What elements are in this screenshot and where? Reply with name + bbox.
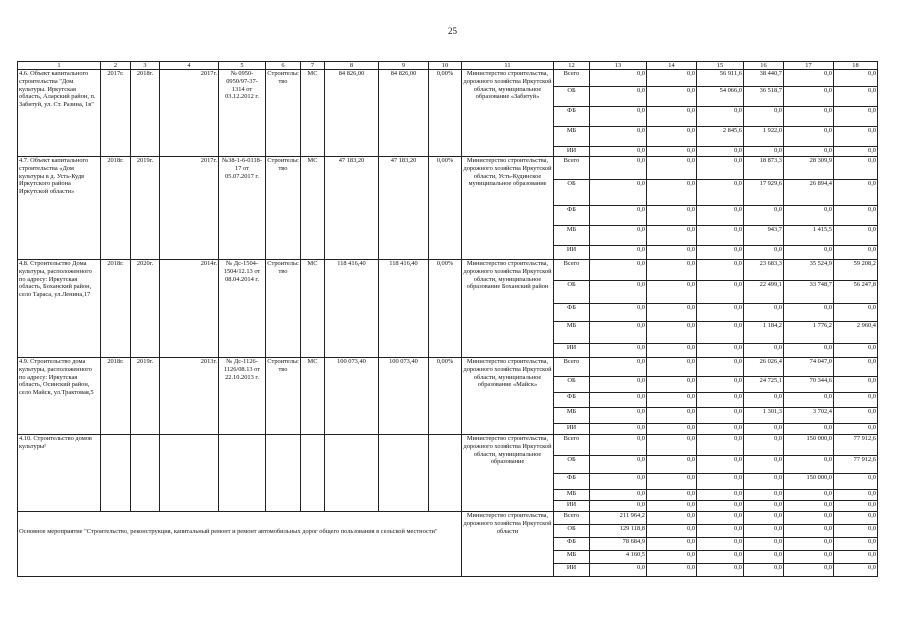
object-cost: 47 183,20 bbox=[325, 157, 379, 260]
object-end bbox=[131, 435, 160, 512]
funding-value: 54 066,0 bbox=[697, 87, 744, 107]
funding-value: 0,0 bbox=[590, 281, 647, 304]
funding-value: 74 047,0 bbox=[784, 358, 834, 377]
funding-source: ФБ bbox=[554, 107, 590, 127]
funding-value: 1 415,5 bbox=[784, 226, 834, 246]
object-doc: №38-1-6-0118-17 от 05.07.2017 г. bbox=[219, 157, 266, 260]
funding-value: 0,0 bbox=[784, 393, 834, 408]
funding-value: 1 776,2 bbox=[784, 322, 834, 344]
object-doc: № Дс-1504-1504/12.13 от 08.04.2014 г. bbox=[219, 260, 266, 358]
funding-source: ОБ bbox=[554, 87, 590, 107]
funding-value: 3 702,4 bbox=[784, 408, 834, 424]
funding-value: 0,0 bbox=[697, 180, 744, 206]
funding-value: 211 964,2 bbox=[590, 512, 647, 525]
responsible-organization: Министерство строительства, дорожного хозяйства Иркутской области, Усть-Кудинское муниципальное образование bbox=[462, 157, 554, 260]
funding-source: Всего bbox=[554, 157, 590, 180]
funding-value: 0,0 bbox=[647, 246, 697, 260]
column-number: 8 bbox=[325, 62, 379, 70]
program-table bbox=[17, 61, 878, 577]
funding-value: 0,0 bbox=[697, 564, 744, 577]
funding-value: 0,0 bbox=[697, 551, 744, 564]
funding-value: 0,0 bbox=[697, 246, 744, 260]
column-number: 3 bbox=[131, 62, 160, 70]
object-name: 4.9. Строительство дома культуры, расположенного по адресу: Иркутская область, Осинский район, село Майск, ул.Трактовая,5 bbox=[18, 358, 101, 435]
funding-value: 0,0 bbox=[697, 408, 744, 424]
funding-value: 0,0 bbox=[834, 70, 878, 87]
funding-value: 0,0 bbox=[590, 501, 647, 512]
object-design bbox=[160, 435, 219, 512]
funding-value: 17 929,6 bbox=[744, 180, 784, 206]
funding-value: 0,0 bbox=[647, 206, 697, 226]
funding-value: 0,0 bbox=[744, 147, 784, 157]
funding-value: 0,0 bbox=[590, 70, 647, 87]
funding-value: 0,0 bbox=[834, 180, 878, 206]
responsible-organization: Министерство строительства, дорожного хозяйства Иркутской области, муниципальное образование Боханский район bbox=[462, 260, 554, 358]
funding-source: ОБ bbox=[554, 456, 590, 474]
funding-value: 0,0 bbox=[647, 281, 697, 304]
funding-value: 0,0 bbox=[647, 564, 697, 577]
funding-value: 28 309,9 bbox=[784, 157, 834, 180]
funding-value: 0,0 bbox=[834, 226, 878, 246]
column-number: 17 bbox=[784, 62, 834, 70]
funding-value: 0,0 bbox=[834, 424, 878, 435]
funding-value: 0,0 bbox=[647, 127, 697, 147]
table-row bbox=[18, 358, 878, 377]
funding-value: 0,0 bbox=[784, 501, 834, 512]
funding-value: 0,0 bbox=[744, 564, 784, 577]
funding-value: 0,0 bbox=[647, 408, 697, 424]
funding-value: 0,0 bbox=[647, 358, 697, 377]
funding-value: 56 247,8 bbox=[834, 281, 878, 304]
funding-value: 0,0 bbox=[834, 512, 878, 525]
object-end: 2019г. bbox=[131, 358, 160, 435]
funding-value: 0,0 bbox=[697, 525, 744, 538]
funding-source: ФБ bbox=[554, 304, 590, 322]
object-design: 2017г. bbox=[160, 70, 219, 157]
funding-value: 0,0 bbox=[744, 304, 784, 322]
funding-value: 0,0 bbox=[647, 474, 697, 490]
column-number: 15 bbox=[697, 62, 744, 70]
funding-value: 0,0 bbox=[784, 551, 834, 564]
object-kind: Строительство bbox=[266, 157, 301, 260]
funding-value: 0,0 bbox=[744, 512, 784, 525]
funding-value: 0,0 bbox=[834, 246, 878, 260]
funding-value: 0,0 bbox=[590, 474, 647, 490]
funding-source: Всего bbox=[554, 358, 590, 377]
funding-value: 77 912,6 bbox=[834, 456, 878, 474]
object-cost-total: 47 183,20 bbox=[379, 157, 429, 260]
page-number: 25 bbox=[448, 26, 457, 36]
funding-value: 0,0 bbox=[697, 424, 744, 435]
funding-value: 0,0 bbox=[647, 304, 697, 322]
object-cost-total: 118 416,40 bbox=[379, 260, 429, 358]
funding-source: МБ bbox=[554, 551, 590, 564]
object-cost-total bbox=[379, 435, 429, 512]
table-row bbox=[18, 435, 878, 456]
column-number: 6 bbox=[266, 62, 301, 70]
funding-value: 0,0 bbox=[784, 456, 834, 474]
funding-value: 0,0 bbox=[697, 304, 744, 322]
object-level bbox=[301, 435, 325, 512]
column-number: 7 bbox=[301, 62, 325, 70]
object-name: 4.10. Строительство домов культуры¹ bbox=[18, 435, 101, 512]
object-cost bbox=[325, 435, 379, 512]
object-ready: 0,00% bbox=[429, 260, 462, 358]
funding-value: 0,0 bbox=[697, 456, 744, 474]
funding-value: 0,0 bbox=[697, 260, 744, 281]
funding-value: 0,0 bbox=[834, 304, 878, 322]
funding-value: 0,0 bbox=[784, 147, 834, 157]
funding-value: 943,7 bbox=[744, 226, 784, 246]
funding-value: 0,0 bbox=[697, 393, 744, 408]
funding-value: 0,0 bbox=[784, 206, 834, 226]
funding-source: ИИ bbox=[554, 246, 590, 260]
funding-value: 0,0 bbox=[647, 260, 697, 281]
column-number: 4 bbox=[160, 62, 219, 70]
object-kind: Строительство bbox=[266, 70, 301, 157]
funding-value: 0,0 bbox=[834, 87, 878, 107]
funding-value: 33 748,7 bbox=[784, 281, 834, 304]
funding-value: 0,0 bbox=[744, 424, 784, 435]
object-kind: Строительство bbox=[266, 260, 301, 358]
funding-source: МБ bbox=[554, 127, 590, 147]
funding-value: 0,0 bbox=[647, 107, 697, 127]
column-number: 18 bbox=[834, 62, 878, 70]
object-cost-total: 84 826,00 bbox=[379, 70, 429, 157]
funding-value: 0,0 bbox=[834, 107, 878, 127]
funding-source: ИИ bbox=[554, 501, 590, 512]
object-name: 4.6. Объект капитального строительства "Дом культуры. Иркутская область, Аларский район, п. Забитуй, ул. Ст. Разина, 1в" bbox=[18, 70, 101, 157]
funding-value: 0,0 bbox=[647, 424, 697, 435]
funding-value: 0,0 bbox=[647, 226, 697, 246]
funding-value: 0,0 bbox=[744, 435, 784, 456]
object-design: 2013г. bbox=[160, 358, 219, 435]
column-number: 16 bbox=[744, 62, 784, 70]
summary-activity-name: Основное мероприятие "Строительство, реконструкция, капитальный ремонт и ремонт автомобильных дорог общего пользования в сельской местности" bbox=[18, 512, 462, 577]
table-row bbox=[18, 70, 878, 87]
funding-value: 0,0 bbox=[590, 424, 647, 435]
funding-value: 0,0 bbox=[744, 393, 784, 408]
column-number: 13 bbox=[590, 62, 647, 70]
funding-value: 23 683,3 bbox=[744, 260, 784, 281]
funding-value: 0,0 bbox=[590, 456, 647, 474]
funding-value: 0,0 bbox=[590, 490, 647, 501]
funding-value: 0,0 bbox=[744, 206, 784, 226]
funding-value: 0,0 bbox=[590, 304, 647, 322]
funding-value: 0,0 bbox=[834, 525, 878, 538]
funding-value: 0,0 bbox=[834, 206, 878, 226]
funding-value: 0,0 bbox=[647, 87, 697, 107]
funding-value: 0,0 bbox=[697, 538, 744, 551]
responsible-organization: Министерство строительства, дорожного хозяйства Иркутской области, муниципальное образование «Забитуй» bbox=[462, 70, 554, 157]
funding-value: 0,0 bbox=[784, 564, 834, 577]
object-cost: 118 416,40 bbox=[325, 260, 379, 358]
funding-value: 0,0 bbox=[834, 127, 878, 147]
object-ready: 0,00% bbox=[429, 157, 462, 260]
column-number: 12 bbox=[554, 62, 590, 70]
funding-value: 0,0 bbox=[834, 358, 878, 377]
object-end: 2018г. bbox=[131, 70, 160, 157]
funding-value: 4 160,5 bbox=[590, 551, 647, 564]
funding-value: 0,0 bbox=[697, 147, 744, 157]
funding-value: 0,0 bbox=[834, 393, 878, 408]
funding-source: Всего bbox=[554, 70, 590, 87]
funding-source: ИИ bbox=[554, 424, 590, 435]
funding-value: 0,0 bbox=[834, 377, 878, 393]
funding-value: 0,0 bbox=[647, 157, 697, 180]
object-doc: № 0950-0950/97-37-1314 от 03.12.2012 г. bbox=[219, 70, 266, 157]
funding-value: 0,0 bbox=[590, 408, 647, 424]
funding-value: 0,0 bbox=[590, 358, 647, 377]
funding-source: ИИ bbox=[554, 564, 590, 577]
funding-value: 0,0 bbox=[647, 435, 697, 456]
funding-value: 0,0 bbox=[590, 107, 647, 127]
funding-value: 0,0 bbox=[590, 87, 647, 107]
table-row bbox=[18, 157, 878, 180]
object-doc bbox=[219, 435, 266, 512]
funding-value: 0,0 bbox=[697, 474, 744, 490]
funding-value: 0,0 bbox=[744, 246, 784, 260]
funding-value: 0,0 bbox=[647, 501, 697, 512]
table-body bbox=[18, 62, 878, 577]
funding-value: 0,0 bbox=[590, 260, 647, 281]
object-kind: Строительство bbox=[266, 358, 301, 435]
funding-value: 0,0 bbox=[784, 127, 834, 147]
funding-value: 0,0 bbox=[834, 474, 878, 490]
funding-value: 0,0 bbox=[647, 70, 697, 87]
funding-value: 0,0 bbox=[590, 206, 647, 226]
object-level: МС bbox=[301, 70, 325, 157]
object-name: 4.7. Объект капитального строительства «Дом культуры в д. Усть-Кудв Иркутского района Иркутской области» bbox=[18, 157, 101, 260]
funding-value: 0,0 bbox=[784, 525, 834, 538]
object-end: 2020г. bbox=[131, 260, 160, 358]
funding-value: 0,0 bbox=[590, 435, 647, 456]
funding-value: 22 499,1 bbox=[744, 281, 784, 304]
funding-value: 0,0 bbox=[647, 180, 697, 206]
funding-value: 0,0 bbox=[834, 551, 878, 564]
funding-value: 26 894,4 bbox=[784, 180, 834, 206]
column-number: 2 bbox=[101, 62, 131, 70]
funding-value: 0,0 bbox=[744, 107, 784, 127]
column-number: 9 bbox=[379, 62, 429, 70]
funding-value: 0,0 bbox=[697, 206, 744, 226]
object-ready: 0,00% bbox=[429, 358, 462, 435]
funding-value: 0,0 bbox=[784, 512, 834, 525]
funding-value: 24 725,1 bbox=[744, 377, 784, 393]
funding-value: 0,0 bbox=[784, 246, 834, 260]
funding-value: 0,0 bbox=[590, 127, 647, 147]
funding-value: 35 524,9 bbox=[784, 260, 834, 281]
funding-value: 0,0 bbox=[697, 435, 744, 456]
object-design: 2014г. bbox=[160, 260, 219, 358]
object-name: 4.8. Строительство Дома культуры, расположенного по адресу: Иркутская область, Боханский район, село Тараса, ул.Ленина,17 bbox=[18, 260, 101, 358]
funding-value: 0,0 bbox=[784, 304, 834, 322]
column-number-row bbox=[18, 62, 878, 70]
funding-value: 26 026,4 bbox=[744, 358, 784, 377]
funding-source: МБ bbox=[554, 408, 590, 424]
funding-source: ИИ bbox=[554, 344, 590, 358]
funding-value: 0,0 bbox=[697, 490, 744, 501]
funding-value: 59 208,2 bbox=[834, 260, 878, 281]
funding-value: 0,0 bbox=[834, 490, 878, 501]
funding-value: 0,0 bbox=[834, 408, 878, 424]
funding-source: Всего bbox=[554, 435, 590, 456]
funding-value: 0,0 bbox=[744, 456, 784, 474]
object-ready: 0,00% bbox=[429, 70, 462, 157]
object-doc: № Дс-1126-1126/08.13 от 22.10.2013 г. bbox=[219, 358, 266, 435]
funding-value: 0,0 bbox=[647, 322, 697, 344]
funding-value: 0,0 bbox=[697, 512, 744, 525]
funding-value: 0,0 bbox=[834, 538, 878, 551]
funding-value: 38 440,7 bbox=[744, 70, 784, 87]
column-number: 10 bbox=[429, 62, 462, 70]
funding-value: 0,0 bbox=[744, 525, 784, 538]
funding-value: 0,0 bbox=[647, 393, 697, 408]
funding-source: ФБ bbox=[554, 538, 590, 551]
summary-organization: Министерство строительства, дорожного хозяйства Иркутской области bbox=[462, 512, 554, 577]
funding-value: 0,0 bbox=[590, 322, 647, 344]
funding-source: МБ bbox=[554, 226, 590, 246]
funding-value: 150 000,0 bbox=[784, 474, 834, 490]
funding-source: ОБ bbox=[554, 180, 590, 206]
funding-value: 0,0 bbox=[697, 344, 744, 358]
object-level: МС bbox=[301, 260, 325, 358]
funding-value: 0,0 bbox=[784, 107, 834, 127]
funding-source: ОБ bbox=[554, 281, 590, 304]
funding-value: 0,0 bbox=[744, 538, 784, 551]
funding-value: 0,0 bbox=[834, 147, 878, 157]
funding-value: 0,0 bbox=[647, 525, 697, 538]
object-design: 2017г. bbox=[160, 157, 219, 260]
object-end: 2019г. bbox=[131, 157, 160, 260]
funding-value: 0,0 bbox=[590, 157, 647, 180]
funding-source: МБ bbox=[554, 490, 590, 501]
funding-value: 77 912,6 bbox=[834, 435, 878, 456]
funding-value: 0,0 bbox=[784, 490, 834, 501]
object-start: 2018г. bbox=[101, 260, 131, 358]
funding-value: 56 911,6 bbox=[697, 70, 744, 87]
funding-value: 0,0 bbox=[647, 538, 697, 551]
funding-value: 0,0 bbox=[697, 281, 744, 304]
object-level: МС bbox=[301, 157, 325, 260]
funding-value: 0,0 bbox=[647, 512, 697, 525]
funding-value: 70 344,6 bbox=[784, 377, 834, 393]
funding-value: 0,0 bbox=[590, 180, 647, 206]
funding-value: 0,0 bbox=[590, 147, 647, 157]
object-start: 2018г. bbox=[101, 358, 131, 435]
funding-source: ОБ bbox=[554, 377, 590, 393]
funding-value: 0,0 bbox=[647, 344, 697, 358]
object-start: 2017г. bbox=[101, 70, 131, 157]
funding-value: 0,0 bbox=[697, 157, 744, 180]
funding-value: 18 873,3 bbox=[744, 157, 784, 180]
funding-value: 0,0 bbox=[697, 322, 744, 344]
funding-source: МБ bbox=[554, 322, 590, 344]
funding-value: 0,0 bbox=[784, 70, 834, 87]
funding-value: 0,0 bbox=[784, 87, 834, 107]
funding-value: 0,0 bbox=[590, 344, 647, 358]
funding-value: 0,0 bbox=[834, 157, 878, 180]
funding-value: 0,0 bbox=[744, 551, 784, 564]
object-cost: 100 073,40 bbox=[325, 358, 379, 435]
funding-value: 1 922,0 bbox=[744, 127, 784, 147]
funding-value: 150 000,0 bbox=[784, 435, 834, 456]
funding-value: 0,0 bbox=[647, 490, 697, 501]
funding-value: 0,0 bbox=[647, 147, 697, 157]
object-kind bbox=[266, 435, 301, 512]
funding-value: 1 184,2 bbox=[744, 322, 784, 344]
summary-row bbox=[18, 512, 878, 525]
funding-source: ИИ bbox=[554, 147, 590, 157]
funding-value: 78 684,9 bbox=[590, 538, 647, 551]
funding-value: 0,0 bbox=[697, 377, 744, 393]
funding-value: 2 845,6 bbox=[697, 127, 744, 147]
object-start bbox=[101, 435, 131, 512]
funding-value: 0,0 bbox=[697, 358, 744, 377]
funding-value: 0,0 bbox=[697, 226, 744, 246]
funding-value: 0,0 bbox=[590, 226, 647, 246]
responsible-organization: Министерство строительства, дорожного хозяйства Иркутской области, муниципальное образование bbox=[462, 435, 554, 512]
funding-value: 1 301,3 bbox=[744, 408, 784, 424]
funding-value: 0,0 bbox=[590, 393, 647, 408]
funding-value: 0,0 bbox=[834, 344, 878, 358]
column-number: 5 bbox=[219, 62, 266, 70]
column-number: 11 bbox=[462, 62, 554, 70]
funding-source: Всего bbox=[554, 260, 590, 281]
funding-value: 0,0 bbox=[647, 551, 697, 564]
funding-value: 0,0 bbox=[784, 538, 834, 551]
funding-value: 2 960,4 bbox=[834, 322, 878, 344]
object-level: МС bbox=[301, 358, 325, 435]
funding-source: ОБ bbox=[554, 525, 590, 538]
funding-value: 0,0 bbox=[744, 344, 784, 358]
funding-value: 0,0 bbox=[590, 246, 647, 260]
object-cost: 84 826,00 bbox=[325, 70, 379, 157]
funding-value: 0,0 bbox=[834, 564, 878, 577]
funding-value: 0,0 bbox=[647, 377, 697, 393]
funding-value: 36 518,7 bbox=[744, 87, 784, 107]
funding-value: 0,0 bbox=[744, 474, 784, 490]
funding-value: 0,0 bbox=[697, 501, 744, 512]
funding-source: ФБ bbox=[554, 474, 590, 490]
funding-source: ФБ bbox=[554, 206, 590, 226]
funding-value: 0,0 bbox=[697, 107, 744, 127]
funding-value: 0,0 bbox=[590, 377, 647, 393]
funding-value: 129 118,8 bbox=[590, 525, 647, 538]
funding-value: 0,0 bbox=[647, 456, 697, 474]
funding-value: 0,0 bbox=[784, 424, 834, 435]
funding-value: 0,0 bbox=[590, 564, 647, 577]
funding-value: 0,0 bbox=[744, 490, 784, 501]
funding-value: 0,0 bbox=[834, 501, 878, 512]
funding-value: 0,0 bbox=[744, 501, 784, 512]
funding-source: Всего bbox=[554, 512, 590, 525]
object-cost-total: 100 073,40 bbox=[379, 358, 429, 435]
responsible-organization: Министерство строительства, дорожного хозяйства Иркутской области, муниципальное образование «Майск» bbox=[462, 358, 554, 435]
funding-source: ФБ bbox=[554, 393, 590, 408]
object-start: 2018г. bbox=[101, 157, 131, 260]
column-number: 14 bbox=[647, 62, 697, 70]
object-ready bbox=[429, 435, 462, 512]
table-row bbox=[18, 260, 878, 281]
column-number: 1 bbox=[18, 62, 101, 70]
funding-value: 0,0 bbox=[784, 344, 834, 358]
